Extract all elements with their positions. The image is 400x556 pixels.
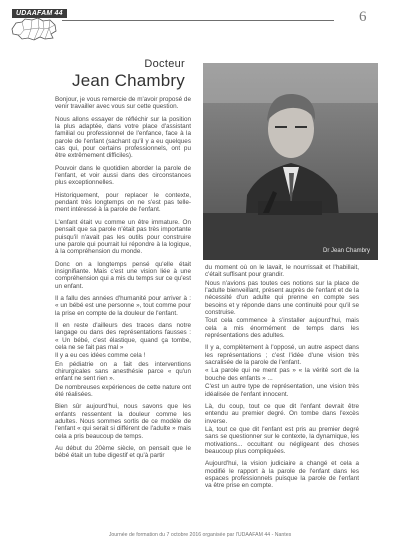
speaker-photo-illustration xyxy=(203,63,378,260)
paragraph: Aujourd'hui, la vision judiciaire a changé et cela a modifié le rapport à la parole de l'enfant dans les espaces professionnels puisque la parole de l'enfant va être prise en compte. xyxy=(205,460,359,490)
paragraph: Là, tout ce que dit l'enfant est pris au premier degré sans se questionner sur le contexte, la dynamique, les motivations... occultant ou négligeant des choses beaucoup plus compliquées. xyxy=(205,425,359,455)
paragraph: En pédiatrie on a fait des interventions chirurgicales sans anesthésie parce « qu'un enfant ne sent rien ». xyxy=(55,360,191,383)
paragraph: Pouvoir dans le quotidien aborder la parole de l'enfant, et voir aussi dans des circonstances plus exceptionnelles. xyxy=(55,164,191,187)
paragraph: Il y a eu ces idées comme cela ! xyxy=(55,352,146,360)
photo-caption: Dr Jean Chambry xyxy=(322,248,370,254)
paragraph: Tout cela commence à s'installer aujourd'hui, mais cela a mis énormément de temps dans les représentations des adultes. xyxy=(205,317,359,340)
header-rule xyxy=(62,20,334,21)
paragraph: Il y a, complètement à l'opposé, un autre aspect dans les représentations ; c'est l'idée d'une vision très sacralisée de la parole de l'enfant. xyxy=(205,344,359,367)
paragraph: Il a fallu des années d'humanité pour arriver à : « un bébé est une personne », tout comme pour la prise en compte de la douleur de l'enfant. xyxy=(55,294,191,317)
speaker-name: Jean Chambry xyxy=(72,71,185,90)
article-title xyxy=(55,58,185,91)
paragraph: Bien sûr aujourd'hui, nous savons que les enfants ressentent la douleur comme les adultes. Nous sommes sortis de ce modèle de l'enfant « qui serait si différent de l'adulte » mais cela a pris beaucoup de temps. xyxy=(55,403,191,440)
paragraph: Au début du 20ème siècle, on pensait que le bébé était un tube digestif et qu'à partir xyxy=(55,445,191,460)
paragraph: C'est un autre type de représentation, une vision très idéalisée de l'enfant innocent. xyxy=(205,383,359,398)
paragraph: Donc on a longtemps pensé qu'elle était insignifiante. Mais c'est une vision liée à une compréhension qui a mis du temps sur ce qu'est un enfant. xyxy=(55,260,191,290)
paragraph: « La parole qui ne ment pas » « la vérité sort de la bouche des enfants » ... xyxy=(205,367,359,382)
paragraph: Bonjour, je vous remercie de m'avoir proposé de venir travailler avec vous sur cette question. xyxy=(55,96,191,111)
page-footer: Journée de formation du 7 octobre 2016 organisée par l'UDAAFAM 44 - Nantes xyxy=(108,532,292,538)
loire-atlantique-map-icon xyxy=(10,17,58,41)
paragraph: du moment où on le lavait, le nourrissait et l'habillait, c'était suffisant pour grandir. xyxy=(205,264,359,279)
paragraph: L'enfant était vu comme un être immature. On pensait que sa parole n'était pas très importante puisqu'il n'avait pas les outils pour construire une parole qui pourrait lui répondre à la logique, à la compréhension du monde. xyxy=(55,218,191,256)
paragraph: De nombreuses expériences de cette nature ont été réalisées. xyxy=(55,383,191,399)
article-column-right xyxy=(205,264,359,495)
paragraph: Historiquement, pour replacer le contexte, pendant très longtemps on ne s'est pas telle-ment intéressé à la parole de l'enfant. xyxy=(55,191,191,214)
paragraph: Nous allons essayer de réfléchir sur la position la plus adaptée, dans votre place d'assistant familial ou professionnel de l'enfance, face à la parole de l'enfant (sachant qu'il y a eu quelques cas qui, pour certains professionnels, ont pu être extrêmement difficiles). xyxy=(55,115,191,160)
article-column-left xyxy=(55,96,191,465)
paragraph: Il en reste d'ailleurs des traces dans notre langage ou dans des représentations fausses : « Un bébé, c'est élastique, quand ça tombe, cela ne se fait pas mal » xyxy=(55,321,191,351)
logo-label: UDAAFAM 44 xyxy=(12,9,67,18)
title-prefix: Docteur xyxy=(144,58,185,70)
paragraph: Nous n'avions pas toutes ces notions sur la place de l'adulte bienveillant, présent auprès de l'enfant et de la nécessité d'un adulte qui prenne en compte ses besoins et y réponde dans une continuité pour qu'il se construise. xyxy=(205,279,359,317)
page-number: 6 xyxy=(359,9,367,25)
page-header xyxy=(0,0,400,38)
paragraph: Là, du coup, tout ce que dit l'enfant devrait être entendu au premier degré. On tombe dans l'excès inverse. xyxy=(205,402,359,425)
speaker-photo xyxy=(203,63,378,260)
